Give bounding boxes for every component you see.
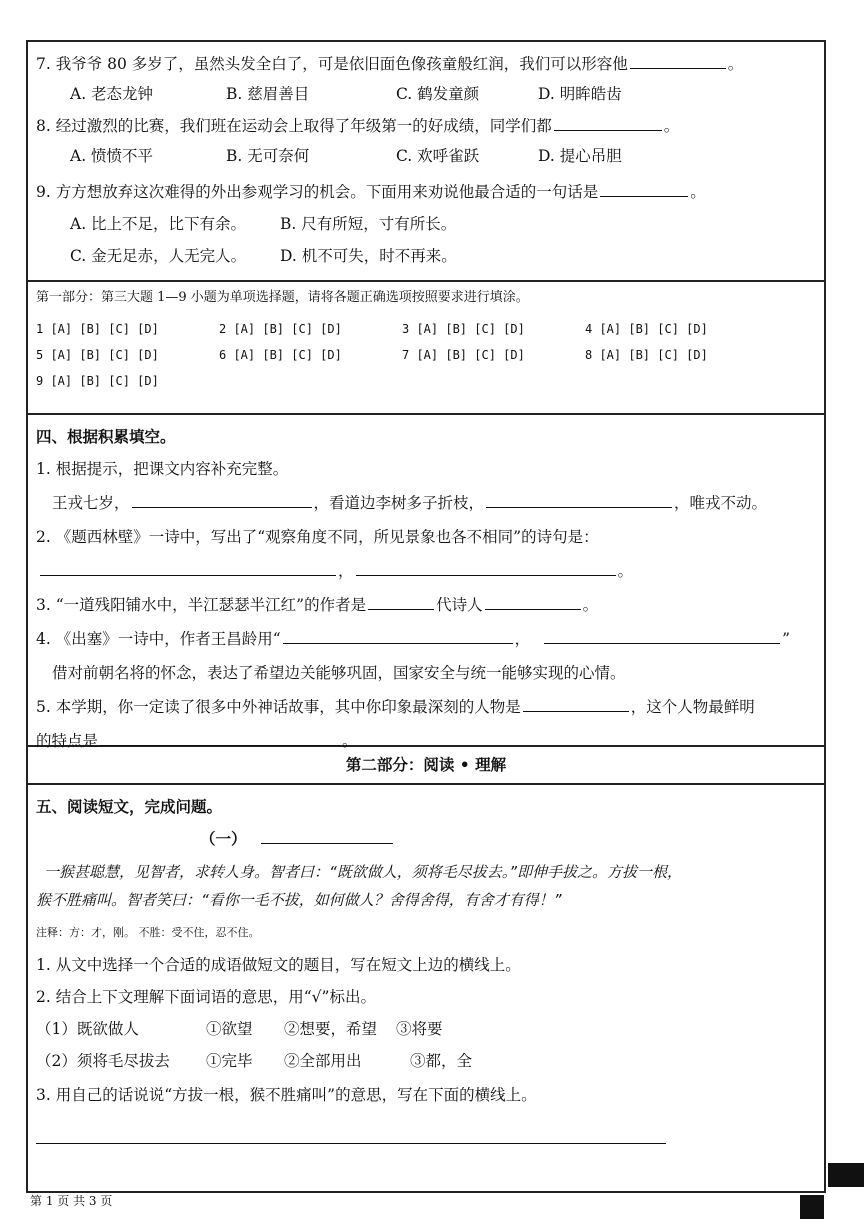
- s4-question-2-line: ， 。: [36, 561, 824, 581]
- passage-text-2: 猴不胜痛叫。智者笑曰：“看你一毛不拔，如何做人？舍得舍得，有舍才有得！”: [36, 891, 562, 909]
- answer-blank[interactable]: [368, 595, 434, 610]
- answer-bubble-group[interactable]: 7 [A] [B] [C] [D]: [402, 348, 525, 362]
- s4-question-4-cont: 借对前朝名将的怀念，表达了希望边关能够巩固，国家安全与统一能够实现的心情。: [52, 664, 626, 682]
- answer-blank[interactable]: [132, 493, 312, 508]
- answer-bubble-group[interactable]: 8 [A] [B] [C] [D]: [585, 348, 708, 362]
- answer-blank[interactable]: [100, 731, 340, 746]
- passage-text-1: 一猴甚聪慧，见智者，求转人身。智者曰：“既欲做人，须将毛尽拔去。”即伸手拔之。方拔一根，: [44, 863, 683, 881]
- option-c: C. 欢呼雀跃: [396, 147, 480, 165]
- section-4-box: [26, 413, 826, 750]
- question-8: 8. 经过激烈的比赛，我们班在运动会上取得了年级第一的好成绩，同学们都 。: [36, 117, 680, 135]
- option-b: B. 无可奈何: [226, 147, 310, 165]
- answer-bubble-group[interactable]: 1 [A] [B] [C] [D]: [36, 322, 159, 336]
- option-d: D. 提心吊胆: [538, 147, 622, 165]
- word-2-options: （2）须将毛尽拔去 ①完毕 ②全部用出 ③都，全: [36, 1052, 473, 1070]
- s4-question-3: 3. “一道残阳铺水中，半江瑟瑟半江红”的作者是 代诗人 。: [36, 596, 599, 614]
- question-7-options: [36, 84, 824, 104]
- question-9-options-ab: [36, 214, 824, 234]
- answer-blank[interactable]: [544, 629, 780, 644]
- answer-blank[interactable]: [356, 561, 616, 576]
- answer-line[interactable]: [36, 1143, 666, 1144]
- scan-marker: [800, 1195, 824, 1219]
- choice-option[interactable]: ①欲望: [206, 1020, 253, 1038]
- multiple-choice-box: [26, 40, 826, 280]
- part-2-title: 第二部分：阅读 • 理解: [345, 755, 507, 774]
- answer-bubble-group[interactable]: 4 [A] [B] [C] [D]: [585, 322, 708, 336]
- question-7: 7. 我爷爷 80 多岁了，虽然头发全白了，可是依旧面色像孩童般红润，我们可以形容他 。: [36, 55, 744, 73]
- option-c: C. 鹤发童颜: [396, 85, 480, 103]
- answer-blank[interactable]: [40, 561, 336, 576]
- s4-question-5-cont: 的特点是 。: [36, 732, 358, 750]
- option-c: C. 金无足赤，人无完人。: [70, 247, 247, 265]
- answer-blank[interactable]: [485, 595, 581, 610]
- answer-blank[interactable]: [600, 182, 688, 197]
- passage-title-line: （一）: [36, 829, 824, 849]
- choice-option[interactable]: ③将要: [396, 1020, 443, 1038]
- question-8-options: [36, 146, 824, 166]
- section-4-title: 四、根据积累填空。: [36, 427, 176, 446]
- choice-option[interactable]: ③都，全: [410, 1052, 473, 1070]
- title-blank[interactable]: [261, 829, 393, 844]
- answer-blank[interactable]: [554, 116, 662, 131]
- choice-option[interactable]: ②全部用出: [284, 1052, 362, 1070]
- answer-card-row-1: [36, 322, 824, 336]
- s4-question-1-line: 王戎七岁， ，看道边李树多子折枝， ，唯戎不动。: [52, 494, 768, 512]
- option-d: D. 明眸皓齿: [538, 85, 622, 103]
- s5-question-2: 2. 结合上下文理解下面词语的意思，用“√”标出。: [36, 988, 376, 1006]
- s5-question-1: 1. 从文中选择一个合适的成语做短文的题目，写在短文上边的横线上。: [36, 956, 521, 974]
- s4-question-2: 2. 《题西林壁》一诗中，写出了“观察角度不同，所见景象也各不相同”的诗句是：: [36, 528, 599, 546]
- s4-question-1: 1. 根据提示，把课文内容补充完整。: [36, 460, 289, 478]
- page-footer: 第 1 页 共 3 页: [30, 1194, 113, 1208]
- option-d: D. 机不可失，时不再来。: [280, 247, 457, 265]
- exam-sheet: [26, 40, 826, 1193]
- scan-marker: [828, 1163, 864, 1187]
- question-9: 9. 方方想放弃这次难得的外出参观学习的机会。下面用来劝说他最合适的一句话是 。: [36, 183, 706, 201]
- answer-blank[interactable]: [630, 54, 726, 69]
- option-a: A. 愤愤不平: [70, 147, 154, 165]
- option-a: A. 老态龙钟: [70, 85, 154, 103]
- s4-question-4: 4. 《出塞》一诗中，作者王昌龄用“ ， ”: [36, 630, 791, 648]
- word-1-options: （1）既欲做人 ①欲望 ②想要，希望 ③将要: [36, 1020, 443, 1038]
- answer-blank[interactable]: [486, 493, 672, 508]
- answer-card-row-2: [36, 348, 824, 362]
- section-5-box: [26, 783, 826, 1193]
- choice-option[interactable]: ②想要，希望: [284, 1020, 378, 1038]
- answer-blank[interactable]: [523, 697, 629, 712]
- answer-card-instruction: 第一部分：第三大题 1—9 小题为单项选择题，请将各题正确选项按照要求进行填涂。: [36, 290, 529, 305]
- s4-question-5: 5. 本学期，你一定读了很多中外神话故事，其中你印象最深刻的人物是 ，这个人物最鲜明: [36, 698, 755, 716]
- option-b: B. 尺有所短，寸有所长。: [280, 215, 457, 233]
- answer-card-box: [26, 280, 826, 413]
- answer-blank[interactable]: [283, 629, 513, 644]
- passage-note: 注释：方：才，刚。 不胜：受不住，忍不住。: [36, 926, 260, 939]
- question-9-options-cd: [36, 246, 824, 266]
- answer-card-row-3: [36, 374, 824, 388]
- answer-bubble-group[interactable]: 5 [A] [B] [C] [D]: [36, 348, 159, 362]
- option-b: B. 慈眉善目: [226, 85, 310, 103]
- answer-bubble-group[interactable]: 3 [A] [B] [C] [D]: [402, 322, 525, 336]
- choice-option[interactable]: ①完毕: [206, 1052, 253, 1070]
- section-5-title: 五、阅读短文，完成问题。: [36, 797, 223, 816]
- s5-question-3: 3. 用自己的话说说“方拔一根，猴不胜痛叫”的意思，写在下面的横线上。: [36, 1086, 537, 1104]
- answer-bubble-group[interactable]: 2 [A] [B] [C] [D]: [219, 322, 342, 336]
- answer-bubble-group[interactable]: 9 [A] [B] [C] [D]: [36, 374, 159, 388]
- option-a: A. 比上不足，比下有余。: [70, 215, 247, 233]
- answer-bubble-group[interactable]: 6 [A] [B] [C] [D]: [219, 348, 342, 362]
